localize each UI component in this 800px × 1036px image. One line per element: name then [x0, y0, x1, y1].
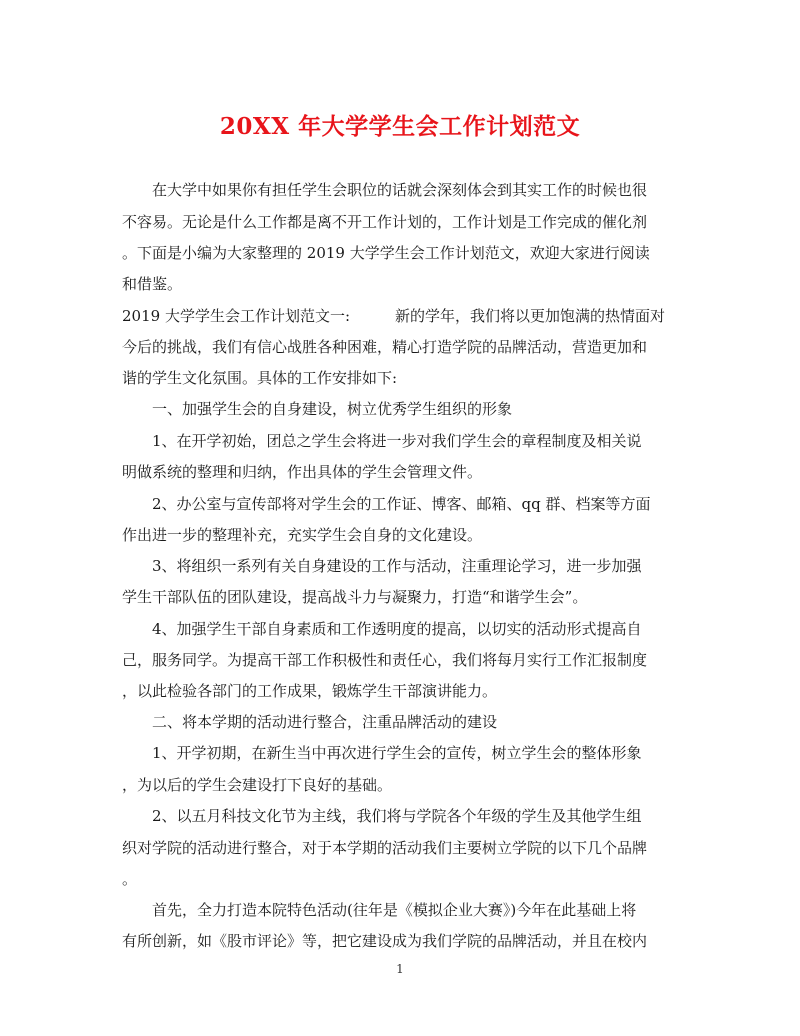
body-text-line: 1、在开学初始，团总之学生会将进一步对我们学生会的章程制度及相关说 [122, 432, 642, 450]
body-text-line: 一、加强学生会的自身建设，树立优秀学生组织的形象 [122, 400, 513, 418]
body-text-line: ，以此检验各部门的工作成果，锻炼学生干部演讲能力。 [122, 682, 498, 700]
body-text-line: 己，服务同学。为提高干部工作积极性和责任心，我们将每月实行工作汇报制度 [122, 651, 648, 669]
body-text-line: 2、以五月科技文化节为主线，我们将与学院各个年级的学生及其他学生组 [122, 807, 642, 825]
document-title: 20XX 年大学学生会工作计划范文 [219, 113, 581, 140]
body-text-line: 明做系统的整理和归纳，作出具体的学生会管理文件。 [122, 463, 483, 481]
body-text-line: 。 [122, 870, 138, 888]
body-text-line: 有所创新，如《股市评论》等，把它建设成为我们学院的品牌活动，并且在校内 [122, 932, 648, 950]
body-text-line: 4、加强学生干部自身素质和工作透明度的提高，以切实的活动形式提高自 [122, 620, 642, 638]
body-text-line: 今后的挑战，我们有信心战胜各种困难，精心打造学院的品牌活动，营造更加和 [122, 338, 648, 356]
page-number: 1 [396, 962, 404, 976]
body-text-line: 学生干部队伍的团队建设，提高战斗力与凝聚力，打造“和谐学生会”。 [122, 588, 588, 606]
body-text-line: 3、将组织一系列有关自身建设的工作与活动，注重理论学习，进一步加强 [122, 557, 642, 575]
body-text-line: 谐的学生文化氛围。具体的工作安排如下: [122, 369, 398, 387]
body-text-line: 2019 大学学生会工作计划范文一: 新的学年，我们将以更加饱满的热情面对 [122, 307, 665, 325]
body-text-line: 2、办公室与宣传部将对学生会的工作证、博客、邮箱、qq 群、档案等方面 [122, 495, 651, 513]
body-text-line: 作出进一步的整理补充，充实学生会自身的文化建设。 [122, 526, 483, 544]
body-text-line: 首先，全力打造本院特色活动(往年是《模拟企业大赛》)今年在此基础上将 [122, 901, 637, 919]
body-text-line: 1、开学初期，在新生当中再次进行学生会的宣传，树立学生会的整体形象 [122, 744, 642, 762]
body-text-line: 织对学院的活动进行整合，对于本学期的活动我们主要树立学院的以下几个品牌 [122, 839, 648, 857]
body-text-line: 不容易。无论是什么工作都是离不开工作计划的，工作计划是工作完成的催化剂 [122, 213, 648, 231]
body-text-line: 在大学中如果你有担任学生会职位的话就会深刻体会到其实工作的时候也很 [122, 181, 648, 199]
body-text-line: ，为以后的学生会建设打下良好的基础。 [122, 776, 393, 794]
body-text-line: 和借鉴。 [122, 275, 183, 293]
body-text-line: 二、将本学期的活动进行整合，注重品牌活动的建设 [122, 713, 498, 731]
body-text-line: 。下面是小编为大家整理的 2019 大学学生会工作计划范文，欢迎大家进行阅读 [122, 244, 650, 262]
